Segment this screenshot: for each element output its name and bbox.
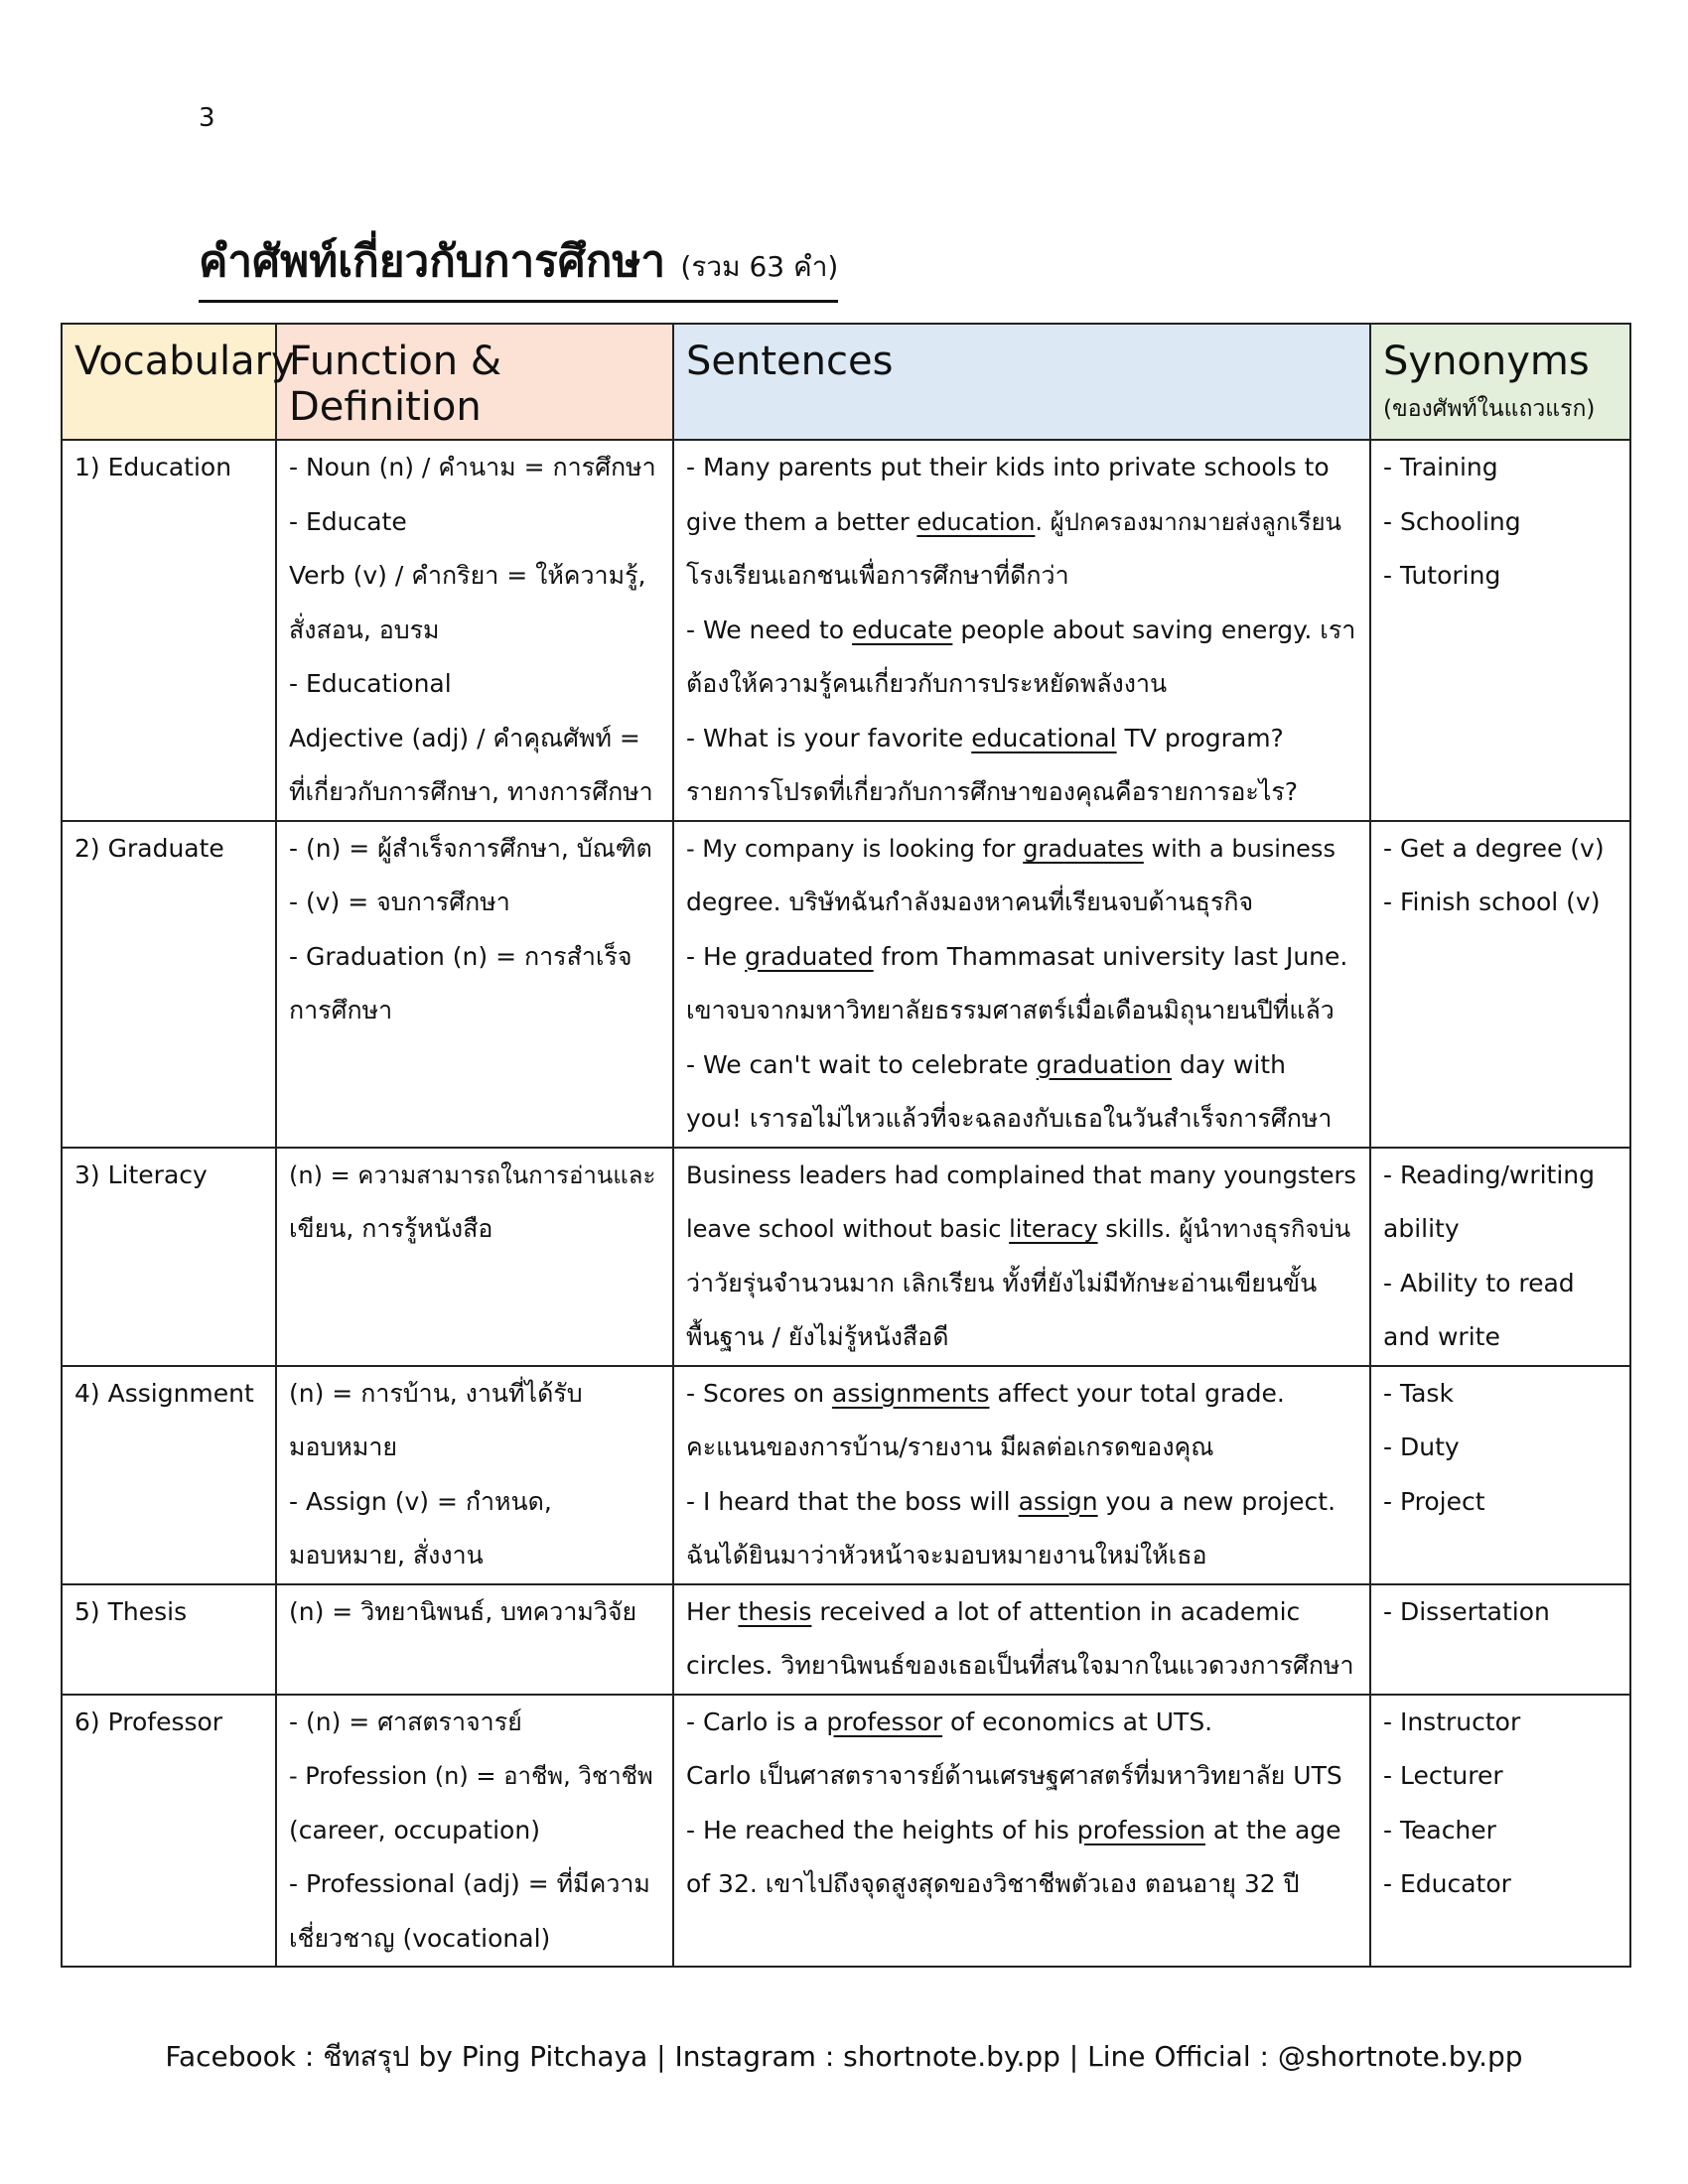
sentence-text: . ผู้ปกครองมากมายส่งลูกเรียน (1035, 507, 1341, 536)
sentence-text: Business leaders had complained that many youngsters (686, 1160, 1356, 1189)
page-title (199, 226, 838, 303)
page-number: 3 (199, 103, 215, 133)
vocabulary-table (61, 323, 1631, 1968)
highlighted-word: education (916, 507, 1036, 536)
sentence-line (686, 1421, 1357, 1475)
function-line: Verb (v) / คำกริยา = ให้ความรู้, (289, 561, 646, 590)
sentence-text: - We need to (686, 614, 853, 644)
sentence-text: you a new project. (1097, 1486, 1336, 1516)
vocabulary-cell (62, 1695, 276, 1968)
sentence-text: from Thammasat university last June. (873, 941, 1348, 971)
sentence-line (686, 495, 1357, 550)
sentence-text: - What is your favorite (686, 723, 972, 752)
sentence-text: ฉันได้ยินมาว่าหัวหน้าจะมอบหมายงานใหม่ให้เธอ (686, 1541, 1207, 1570)
vocabulary-word: 2) Graduate (74, 833, 224, 863)
sentence-text: at the age (1204, 1815, 1341, 1844)
sentence-text: ต้องให้ความรู้คนเกี่ยวกับการประหยัดพลังงาน (686, 669, 1168, 698)
function-cell (276, 1366, 673, 1584)
sentence-text: skills. ผู้นำทางธุรกิจบ่น (1097, 1215, 1351, 1243)
function-line: (n) = วิทยานิพนธ์, บทความวิจัย (289, 1596, 637, 1626)
synonym-item: - Get a degree (v) (1383, 833, 1605, 863)
synonym-item: - Schooling (1383, 506, 1521, 536)
sentence-text: โรงเรียนเอกชนเพื่อการศึกษาที่ดีกว่า (686, 561, 1069, 590)
sentence-line (686, 930, 1357, 985)
sentence-line (686, 1367, 1357, 1422)
highlighted-word: educate (852, 614, 953, 644)
sentence-line (686, 441, 1357, 495)
synonym-item: - Reading/writing (1383, 1160, 1596, 1189)
sentence-text: - Carlo is a (686, 1706, 827, 1736)
function-line: - Educate (289, 506, 407, 536)
sentence-text: circles. วิทยานิพนธ์ของเธอเป็นที่สนใจมากในแวดวงการศึกษา (686, 1651, 1354, 1680)
highlighted-word: thesis (738, 1596, 812, 1626)
sentence-text: - I heard that the boss will (686, 1486, 1019, 1516)
vocabulary-cell (62, 821, 276, 1148)
synonym-item: - Ability to read (1383, 1268, 1575, 1297)
sentence-text: leave school without basic (686, 1215, 1010, 1243)
sentence-line (686, 822, 1357, 877)
sentence-text: Her (686, 1596, 739, 1626)
vocabulary-word: 5) Thesis (74, 1596, 188, 1626)
sentence-line (686, 657, 1357, 712)
vocabulary-word: 1) Education (74, 453, 232, 481)
sentence-text: รายการโปรดที่เกี่ยวกับการศึกษาของคุณคือรายการอะไร? (686, 777, 1299, 806)
table-header-row (62, 324, 1630, 440)
synonym-item: - Dissertation (1383, 1596, 1550, 1626)
function-line: (n) = การบ้าน, งานที่ได้รับ (289, 1378, 583, 1408)
sentence-text: of economics at UTS. (942, 1706, 1213, 1736)
sentence-line (686, 1149, 1357, 1203)
sentence-line (686, 1696, 1357, 1750)
title-word-count: (รวม 63 คำ) (680, 250, 839, 283)
header-function: Function & Definition (276, 324, 673, 440)
synonym-item: - Instructor (1383, 1706, 1521, 1736)
sentence-text: TV program? (1116, 723, 1284, 752)
highlighted-word: graduates (1023, 834, 1144, 863)
table-row (62, 440, 1630, 821)
title-main: คำศัพท์เกี่ยวกับการศึกษา (199, 236, 666, 287)
highlighted-word: assign (1018, 1486, 1098, 1516)
vocabulary-cell (62, 1584, 276, 1695)
header-sentences: Sentences (673, 324, 1370, 440)
sentence-text: - He reached the heights of his (686, 1815, 1077, 1844)
function-line: Adjective (adj) / คำคุณศัพท์ = (289, 723, 640, 752)
sentence-line (686, 1038, 1357, 1093)
function-line: ที่เกี่ยวกับการศึกษา, ทางการศึกษา (289, 777, 653, 806)
sentence-text: ว่าวัยรุ่นจำนวนมาก เลิกเรียน ทั้งที่ยังไม่มีทักษะอ่านเขียนขั้น (686, 1268, 1318, 1297)
sentence-text: - We can't wait to celebrate (686, 1049, 1037, 1079)
sentence-line (686, 1749, 1357, 1804)
sentence-text: - Many parents put their kids into private schools to (686, 453, 1330, 481)
highlighted-word: graduated (745, 941, 874, 971)
highlighted-word: profession (1076, 1815, 1205, 1844)
sentence-line (686, 1585, 1357, 1640)
sentences-cell (673, 821, 1370, 1148)
sentence-text: พื้นฐาน / ยังไม่รู้หนังสือดี (686, 1322, 949, 1351)
synonym-item: - Tutoring (1383, 561, 1501, 590)
synonyms-cell (1370, 1584, 1630, 1695)
sentence-text: degree. บริษัทฉันกำลังมองหาคนที่เรียนจบด้านธุรกิจ (686, 887, 1254, 916)
function-line: - Noun (n) / คำนาม = การศึกษา (289, 453, 656, 481)
sentences-cell (673, 1148, 1370, 1366)
sentence-text: people about saving energy. เรา (952, 614, 1356, 644)
function-line: - Professional (adj) = ที่มีความ (289, 1869, 650, 1898)
sentence-text: day with (1172, 1049, 1286, 1079)
synonyms-cell (1370, 1695, 1630, 1968)
synonym-item: - Task (1383, 1378, 1454, 1408)
synonym-item: and write (1383, 1322, 1500, 1351)
vocabulary-word: 3) Literacy (74, 1160, 208, 1189)
sentence-line (686, 1257, 1357, 1311)
sentence-text: give them a better (686, 507, 917, 536)
header-synonyms (1370, 324, 1630, 440)
synonyms-cell (1370, 1366, 1630, 1584)
table-row (62, 821, 1630, 1148)
function-line: (n) = ความสามารถในการอ่านและ (289, 1160, 656, 1189)
function-cell (276, 821, 673, 1148)
sentences-cell (673, 1584, 1370, 1695)
synonyms-cell (1370, 1148, 1630, 1366)
highlighted-word: professor (826, 1706, 943, 1736)
function-line: - Educational (289, 669, 452, 698)
vocabulary-cell (62, 1148, 276, 1366)
sentence-line (686, 1475, 1357, 1530)
function-cell (276, 1148, 673, 1366)
function-line: - (v) = จบการศึกษา (289, 887, 510, 916)
vocabulary-word: 6) Professor (74, 1706, 223, 1736)
vocabulary-word: 4) Assignment (74, 1378, 254, 1408)
synonyms-cell (1370, 821, 1630, 1148)
sentence-text: คะแนนของการบ้าน/รายงาน มีผลต่อเกรดของคุณ (686, 1433, 1214, 1461)
sentence-text: with a business (1143, 834, 1336, 863)
sentences-cell (673, 440, 1370, 821)
sentence-line (686, 765, 1357, 820)
table-row (62, 1584, 1630, 1695)
sentence-text: - He (686, 941, 746, 971)
sentence-line (686, 1092, 1357, 1147)
sentence-line (686, 549, 1357, 604)
function-line: เชี่ยวชาญ (vocational) (289, 1923, 551, 1953)
function-line: การศึกษา (289, 996, 393, 1024)
sentence-line (686, 1857, 1357, 1912)
sentence-text: of 32. เขาไปถึงจุดสูงสุดของวิชาชีพตัวเอง ตอนอายุ 32 ปี (686, 1869, 1300, 1898)
table-row (62, 1366, 1630, 1584)
header-synonyms-label: Synonyms (1383, 339, 1590, 384)
function-line: - Graduation (n) = การสำเร็จ (289, 941, 633, 971)
sentence-text: - Scores on (686, 1378, 833, 1408)
highlighted-word: graduation (1036, 1049, 1173, 1079)
synonym-item: - Training (1383, 453, 1498, 481)
function-line: - Assign (v) = กำหนด, (289, 1486, 552, 1516)
function-line: (career, occupation) (289, 1815, 540, 1844)
highlighted-word: literacy (1009, 1215, 1098, 1243)
sentence-text: affect your total grade. (989, 1378, 1285, 1408)
sentence-text: you! เรารอไม่ไหวแล้วที่จะฉลองกับเธอในวันสำเร็จการศึกษา (686, 1104, 1333, 1133)
sentences-cell (673, 1366, 1370, 1584)
header-vocabulary: Vocabulary (62, 324, 276, 440)
sentence-text: received a lot of attention in academic (811, 1596, 1301, 1626)
highlighted-word: educational (971, 723, 1117, 752)
sentence-text: Carlo เป็นศาสตราจารย์ด้านเศรษฐศาสตร์ที่มหาวิทยาลัย UTS (686, 1761, 1342, 1790)
footer-credits: Facebook : ชีทสรุป by Ping Pitchaya | Instagram : shortnote.by.pp | Line Official : @shortnote.by.pp (165, 2040, 1523, 2073)
function-cell (276, 1695, 673, 1968)
function-line: มอบหมาย (289, 1433, 398, 1461)
sentence-line (686, 1529, 1357, 1583)
highlighted-word: assignments (832, 1378, 990, 1408)
function-line: - (n) = ศาสตราจารย์ (289, 1706, 522, 1736)
function-line: มอบหมาย, สั่งงาน (289, 1541, 484, 1570)
function-cell (276, 1584, 673, 1695)
vocabulary-cell (62, 440, 276, 821)
sentence-text: - My company is looking for (686, 834, 1024, 863)
synonym-item: - Duty (1383, 1433, 1460, 1461)
function-line: สั่งสอน, อบรม (289, 614, 440, 644)
synonym-item: - Educator (1383, 1869, 1511, 1898)
sentence-line (686, 1804, 1357, 1858)
synonyms-cell (1370, 440, 1630, 821)
sentence-line (686, 984, 1357, 1038)
sentence-line (686, 876, 1357, 930)
sentence-line (686, 712, 1357, 766)
synonym-item: - Finish school (v) (1383, 887, 1601, 916)
vocabulary-cell (62, 1366, 276, 1584)
header-synonyms-note: (ของศัพท์ในแถวแรก) (1383, 396, 1596, 422)
function-line: - (n) = ผู้สำเร็จการศึกษา, บัณฑิต (289, 833, 652, 863)
sentence-line (686, 604, 1357, 658)
synonym-item: - Teacher (1383, 1815, 1496, 1844)
sentence-line (686, 1310, 1357, 1365)
function-line: - Profession (n) = อาชีพ, วิชาชีพ (289, 1762, 653, 1790)
table-row (62, 1695, 1630, 1968)
sentence-text: เขาจบจากมหาวิทยาลัยธรรมศาสตร์เมื่อเดือนมิถุนายนปีที่แล้ว (686, 996, 1335, 1024)
synonym-item: - Lecturer (1383, 1761, 1503, 1790)
sentence-line (686, 1639, 1357, 1694)
table-row (62, 1148, 1630, 1366)
synonym-item: ability (1383, 1214, 1460, 1243)
function-cell (276, 440, 673, 821)
sentence-line (686, 1202, 1357, 1257)
synonym-item: - Project (1383, 1486, 1485, 1516)
function-line: เขียน, การรู้หนังสือ (289, 1214, 493, 1243)
sentences-cell (673, 1695, 1370, 1968)
